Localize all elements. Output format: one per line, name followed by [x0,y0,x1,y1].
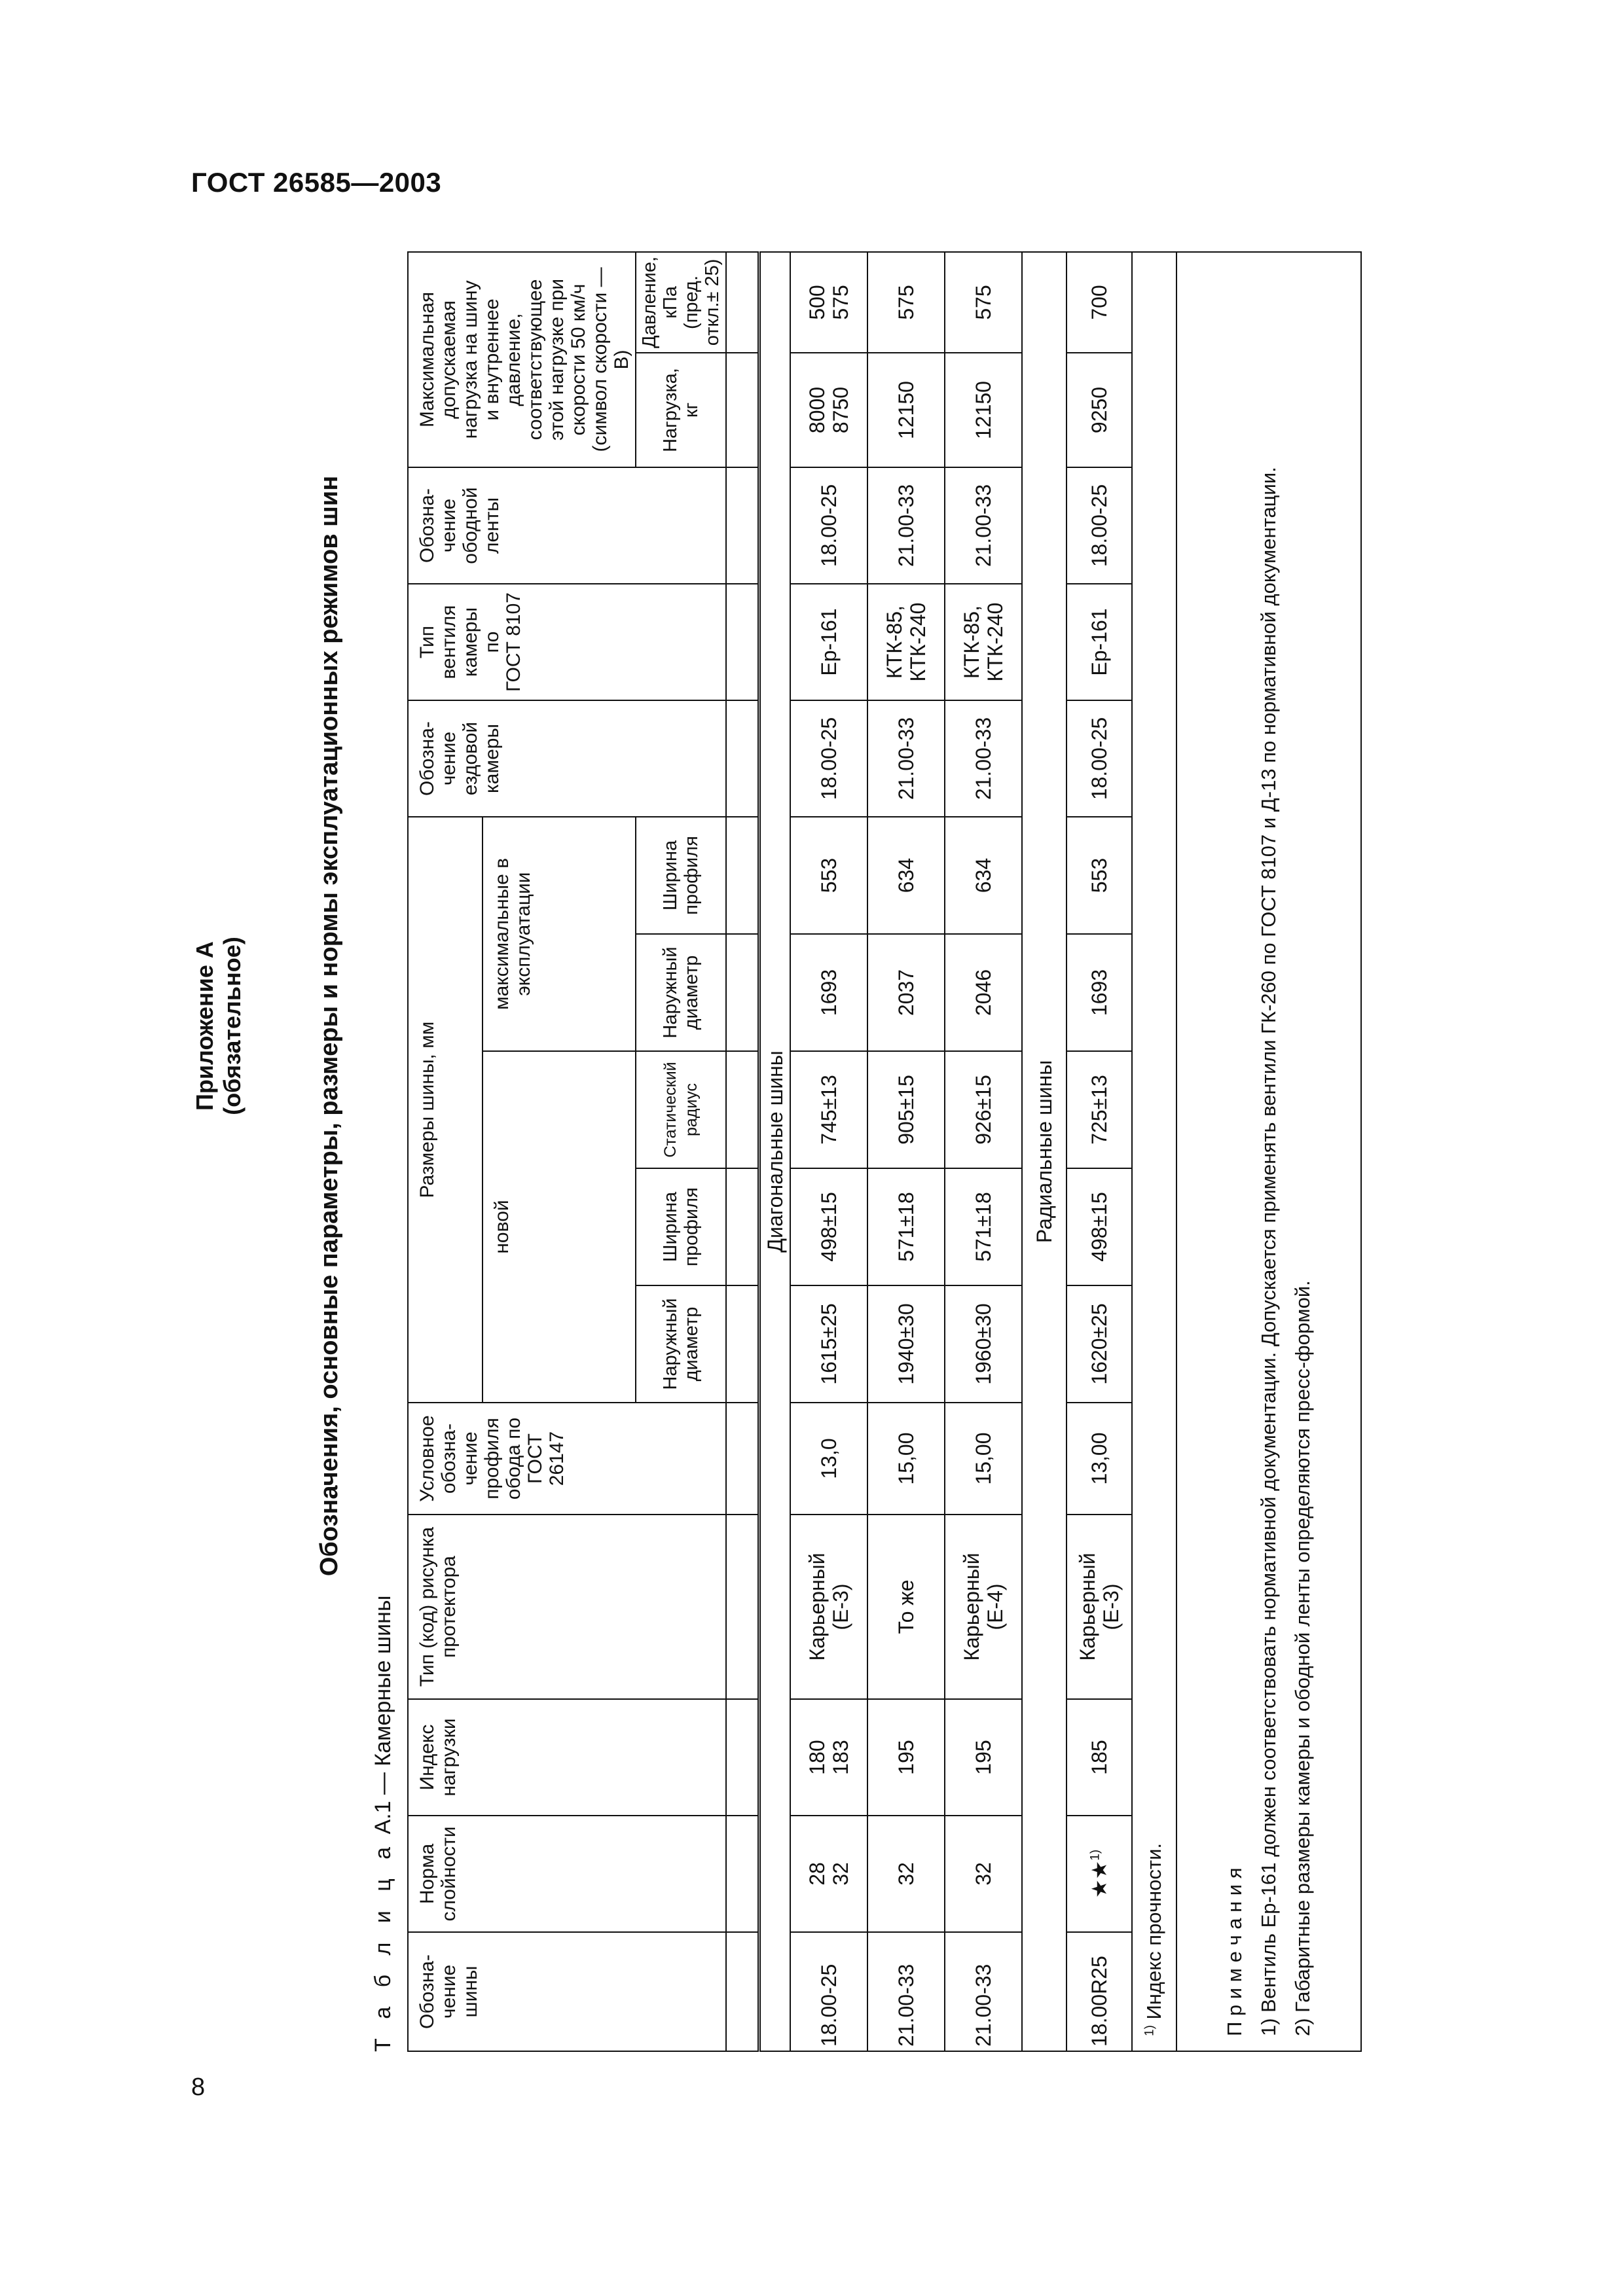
header-flap: Обозна- чение ободной ленты [408,467,726,584]
table-caption-prefix: Т а б л и ц а [371,1840,395,2052]
row2-ply: 32 [867,1816,945,1932]
row2-static-radius: 905±15 [867,1051,945,1168]
row3-load-index: 195 [945,1699,1022,1816]
row2-valve: КТК-85, КТК-240 [867,584,945,700]
row2-pattern: То же [867,1515,945,1699]
header-load-index: Индекс нагрузки [408,1699,726,1816]
row3-max-od: 2046 [945,934,1022,1051]
row4-load-index: 185 [1067,1699,1132,1816]
row3-flap: 21.00-33 [945,467,1022,584]
row3-static-radius: 926±15 [945,1051,1022,1168]
row4-ply-sup: 1) [1087,1849,1102,1861]
row1-max-od: 1693 [790,934,867,1051]
row3-load: 12150 [945,353,1022,467]
row3-designation: 21.00-33 [945,1932,1022,2051]
header-ply-rating: Норма слойности [408,1816,726,1932]
row3-pressure: 575 [945,252,1022,353]
row4-ply-stars: ★★ [1087,1860,1111,1899]
row2-max-sw: 634 [867,817,945,934]
row1-ply: 28 32 [790,1816,867,1932]
notes [1176,252,1361,2051]
row2-pressure: 575 [867,252,945,353]
row1-rim: 13,0 [790,1403,867,1515]
table-row [790,252,867,2051]
page-title: Обозначения, основные параметры, размеры и нормы эксплуатационных режимов шин [316,475,343,1577]
table-row [945,252,1022,2051]
row2-new-sw: 571±18 [867,1168,945,1285]
row2-rim: 15,00 [867,1403,945,1515]
row4-ply [1067,1816,1132,1932]
row4-new-od: 1620±25 [1067,1285,1132,1403]
row4-tube: 18.00-25 [1067,700,1132,817]
row2-max-od: 2037 [867,934,945,1051]
header-tread-pattern: Тип (код) рисунка протектора [408,1515,726,1699]
row3-pattern: Карьерный (Е-4) [945,1515,1022,1699]
section-bias: Диагональные шины [759,252,790,2051]
row2-new-od: 1940±30 [867,1285,945,1403]
header-valve: Тип вентиля камеры по ГОСТ 8107 [408,584,726,700]
row4-load: 9250 [1067,353,1132,467]
table-row [867,252,945,2051]
row2-tube: 21.00-33 [867,700,945,817]
row1-max-sw: 553 [790,817,867,934]
header-new-outer-diameter: Наружный диаметр [636,1285,726,1403]
header-pressure: Давление, кПа (пред. откл.± 25) [636,252,726,353]
rotated-sheet [191,0,1314,2052]
row1-new-od: 1615±25 [790,1285,867,1403]
row1-tube: 18.00-25 [790,700,867,817]
row4-rim: 13,00 [1067,1403,1132,1515]
header-static-radius: Статический радиус [636,1051,726,1168]
row4-max-sw: 553 [1067,817,1132,934]
header-designation: Обозна- чение шины [408,1932,726,2051]
note-2: 2) Габаритные размеры камеры и ободной ленты определяются пресс-формой. [1290,1280,1314,2036]
appendix-title: Приложение А [191,941,218,1111]
page-number: 8 [191,2073,206,2101]
row2-load-index: 195 [867,1699,945,1816]
row1-load-index: 180 183 [790,1699,867,1816]
header-max-service: максимальные в эксплуатации [483,817,636,1051]
row4-new-sw: 498±15 [1067,1168,1132,1285]
footnote [1132,252,1176,2051]
row1-designation: 18.00-25 [790,1932,867,2051]
appendix-status: (обязательное) [219,937,246,1115]
row4-designation: 18.00R25 [1067,1932,1132,2051]
header-new: новой [483,1051,636,1403]
row3-new-sw: 571±18 [945,1168,1022,1285]
row3-max-sw: 634 [945,817,1022,934]
row2-flap: 21.00-33 [867,467,945,584]
header-max-outer-diameter: Наружный диаметр [636,934,726,1051]
row4-max-od: 1693 [1067,934,1132,1051]
section-radial: Радиальные шины [1022,252,1067,2051]
tire-table [407,251,1362,2052]
row1-new-sw: 498±15 [790,1168,867,1285]
header-tube: Обозна- чение ездовой камеры [408,700,726,817]
row1-flap: 18.00-25 [790,467,867,584]
row3-valve: КТК-85, КТК-240 [945,584,1022,700]
row1-pattern: Карьерный (Е-3) [790,1515,867,1699]
row3-ply: 32 [945,1816,1022,1932]
row4-static-radius: 725±13 [1067,1051,1132,1168]
row3-new-od: 1960±30 [945,1285,1022,1403]
row3-rim: 15,00 [945,1403,1022,1515]
table-caption [371,1596,396,2052]
row1-load: 8000 8750 [790,353,867,467]
footnote-mark: 1) [1142,2025,1157,2036]
document-code: ГОСТ 26585—2003 [191,167,442,198]
table-row [1067,252,1132,2051]
table-caption-rest: А.1 — Камерные шины [371,1595,395,1835]
row4-valve: Ер-161 [1067,584,1132,700]
header-max-load: Максимальная допускаемая нагрузка на шину и внутреннее давление, соответствующее этой нагрузке при скорости 50 км/ч (символ скорости — В) [408,252,636,467]
header-max-section-width: Ширина профиля [636,817,726,934]
row4-flap: 18.00-25 [1067,467,1132,584]
row2-load: 12150 [867,353,945,467]
header-tire-dimensions: Размеры шины, мм [408,817,483,1403]
row2-designation: 21.00-33 [867,1932,945,2051]
footnote-text: Индекс прочности. [1142,1842,1165,2020]
header-new-section-width: Ширина профиля [636,1168,726,1285]
row4-pressure: 700 [1067,252,1132,353]
row3-tube: 21.00-33 [945,700,1022,817]
row4-pattern: Карьерный (Е-3) [1067,1515,1132,1699]
note-1: 1) Вентиль Ер-161 должен соответствовать нормативной документации. Допускается применять вентили ГК-260 по ГОСТ 8107 и Д-13 по нормативной документации. [1256,467,1280,2036]
row1-valve: Ер-161 [790,584,867,700]
header-load: Нагрузка, кг [636,353,726,467]
row1-static-radius: 745±13 [790,1051,867,1168]
row1-pressure: 500 575 [790,252,867,353]
notes-title: П р и м е ч а н и я [1222,1867,1246,2036]
header-rim-profile: Условное обозна- чение профиля обода по ГОСТ 26147 [408,1403,726,1515]
